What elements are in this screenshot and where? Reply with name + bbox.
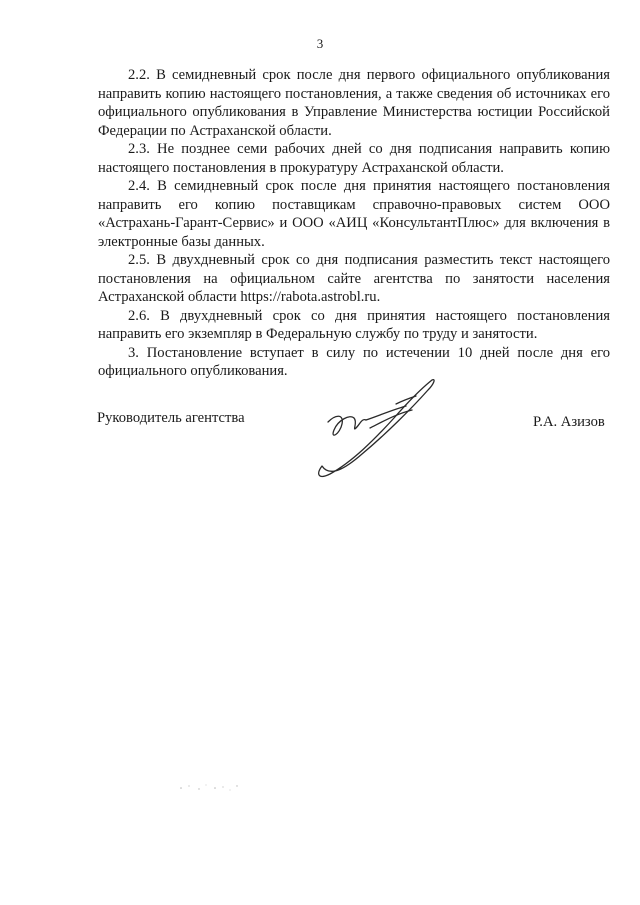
paragraph-2-6: 2.6. В двухдневный срок со дня принятия настоящего постановления направить его экземпляр в Федеральную службу по труду и занятости. bbox=[98, 307, 610, 342]
scan-noise bbox=[175, 776, 255, 800]
paragraph-2-4: 2.4. В семидневный срок после дня принятия настоящего постановления направить его копию поставщикам справочно-правовых систем ООО «Астрахань-Гарант-Сервис» и ООО «АИЦ «КонсультантПлюс» для включения в электронные базы данных. bbox=[98, 178, 610, 250]
handwritten-signature bbox=[300, 370, 450, 490]
signer-name: Р.А. Азизов bbox=[533, 414, 605, 430]
paragraph-2-2: 2.2. В семидневный срок после дня первого официального опубликования направить копию настоящего постановления, а также сведения об источниках его официального опубликования в Управление Министерства юстиции Российской Федерации по Астраханской области. bbox=[98, 67, 610, 139]
page-number: 3 bbox=[316, 36, 324, 51]
document-body bbox=[98, 66, 610, 381]
paragraph-2-5: 2.5. В двухдневный срок со дня подписания разместить текст настоящего постановления на официальном сайте агентства по занятости населения Астраханской области https://rabota.astrobl.ru. bbox=[98, 252, 610, 305]
signer-title: Руководитель агентства bbox=[97, 410, 245, 426]
paragraph-3: 3. Постановление вступает в силу по истечении 10 дней после дня его официального опубликования. bbox=[98, 344, 610, 379]
paragraph-2-3: 2.3. Не позднее семи рабочих дней со дня подписания направить копию настоящего постановления в прокуратуру Астраханской области. bbox=[98, 141, 610, 176]
